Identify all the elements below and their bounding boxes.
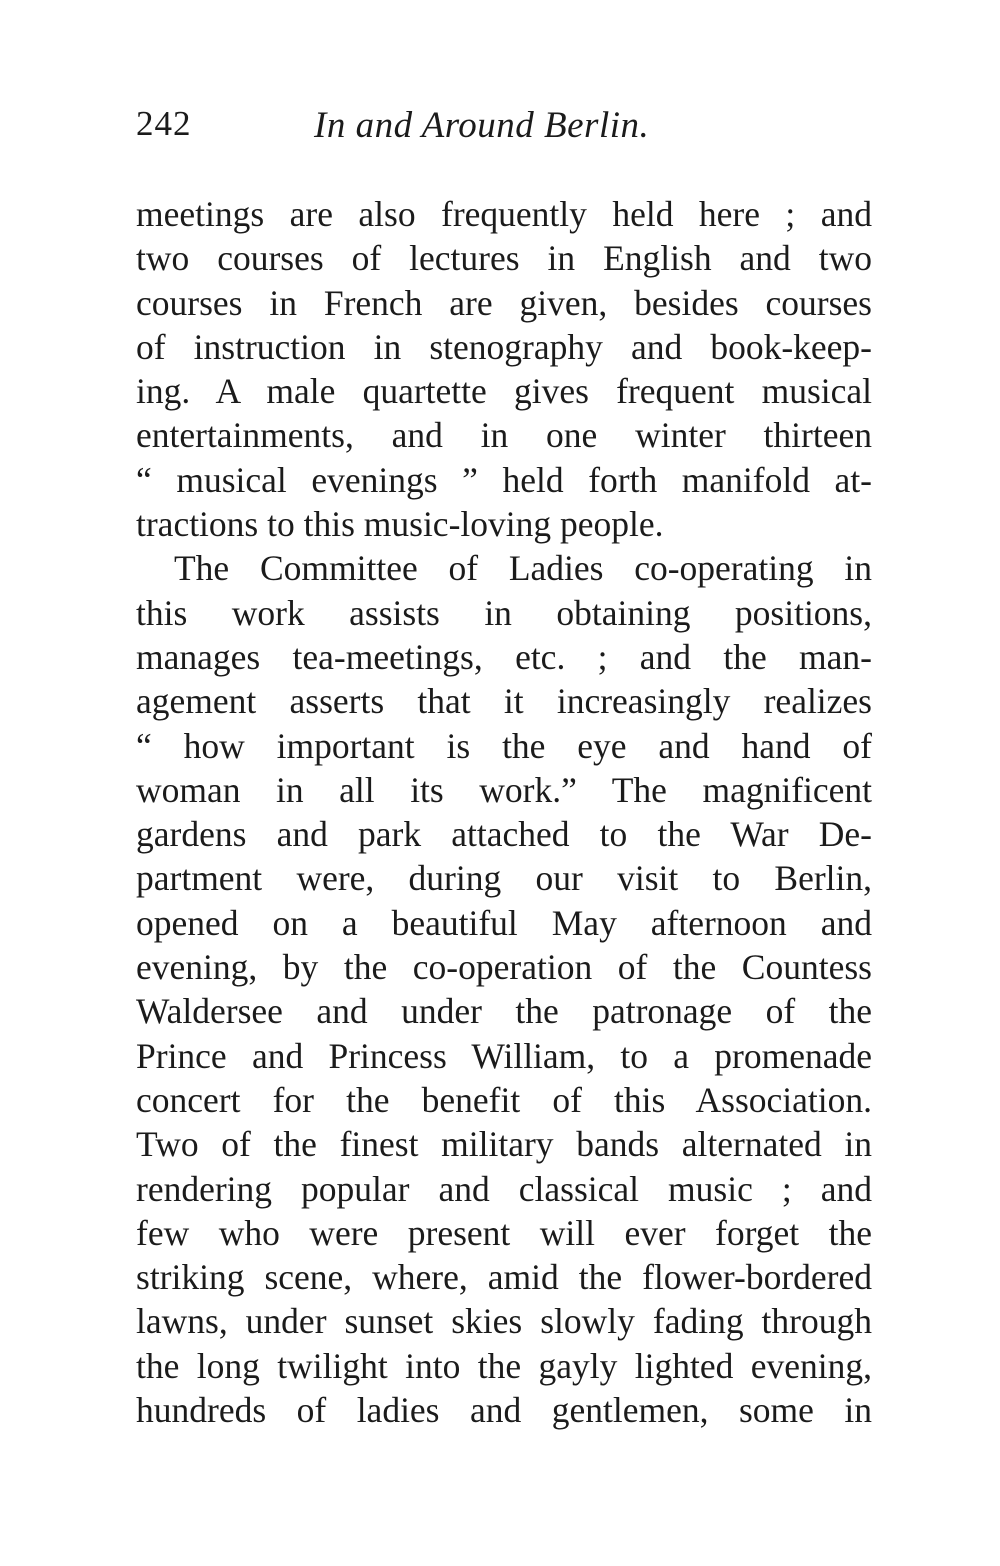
text-line: hundreds of ladies and gentlemen, some in	[136, 1390, 872, 1431]
text-line: The Committee of Ladies co-operating in	[174, 548, 872, 589]
body-text	[136, 192, 872, 1432]
text-line: meetings are also frequently held here ; and	[136, 194, 872, 234]
text-line: agement asserts that it increasingly realizes	[136, 681, 872, 722]
text-line: of instruction in stenography and book-keep-	[136, 326, 872, 367]
text-line: the long twilight into the gayly lighted evening,	[136, 1345, 872, 1386]
text-line: few who were present will ever forget the	[136, 1212, 872, 1253]
text-line: Prince and Princess William, to a promenade	[136, 1035, 872, 1076]
text-line: two courses of lectures in English and two	[136, 238, 872, 279]
text-line: manages tea-meetings, etc. ; and the man-	[136, 636, 872, 677]
running-head	[136, 104, 876, 154]
text-line: lawns, under sunset skies slowly fading through	[136, 1301, 872, 1342]
text-line: woman in all its work.” The magnificent	[136, 769, 872, 810]
text-line: evening, by the co-operation of the Countess	[136, 947, 872, 988]
text-line: striking scene, where, amid the flower-bordered	[136, 1257, 872, 1298]
text-line: gardens and park attached to the War De-	[136, 814, 872, 855]
text-line: tractions to this music-loving people.	[136, 504, 664, 545]
text-line: “ how important is the eye and hand of	[136, 725, 872, 766]
text-line: Waldersee and under the patronage of the	[136, 991, 872, 1032]
page-number: 242	[136, 104, 192, 143]
text-line: this work assists in obtaining positions,	[136, 592, 872, 633]
text-line: concert for the benefit of this Association.	[136, 1079, 872, 1120]
text-line: courses in French are given, besides courses	[136, 282, 872, 323]
text-line: entertainments, and in one winter thirteen	[136, 415, 872, 456]
text-line: partment were, during our visit to Berlin,	[136, 858, 872, 899]
running-title: In and Around Berlin.	[314, 105, 650, 146]
text-line: Two of the finest military bands alternated in	[136, 1124, 872, 1165]
text-line: rendering popular and classical music ; and	[136, 1168, 872, 1209]
text-line: opened on a beautiful May afternoon and	[136, 902, 872, 943]
text-line: “ musical evenings ” held forth manifold at-	[136, 459, 872, 500]
text-line: ing. A male quartette gives frequent musical	[136, 371, 872, 412]
